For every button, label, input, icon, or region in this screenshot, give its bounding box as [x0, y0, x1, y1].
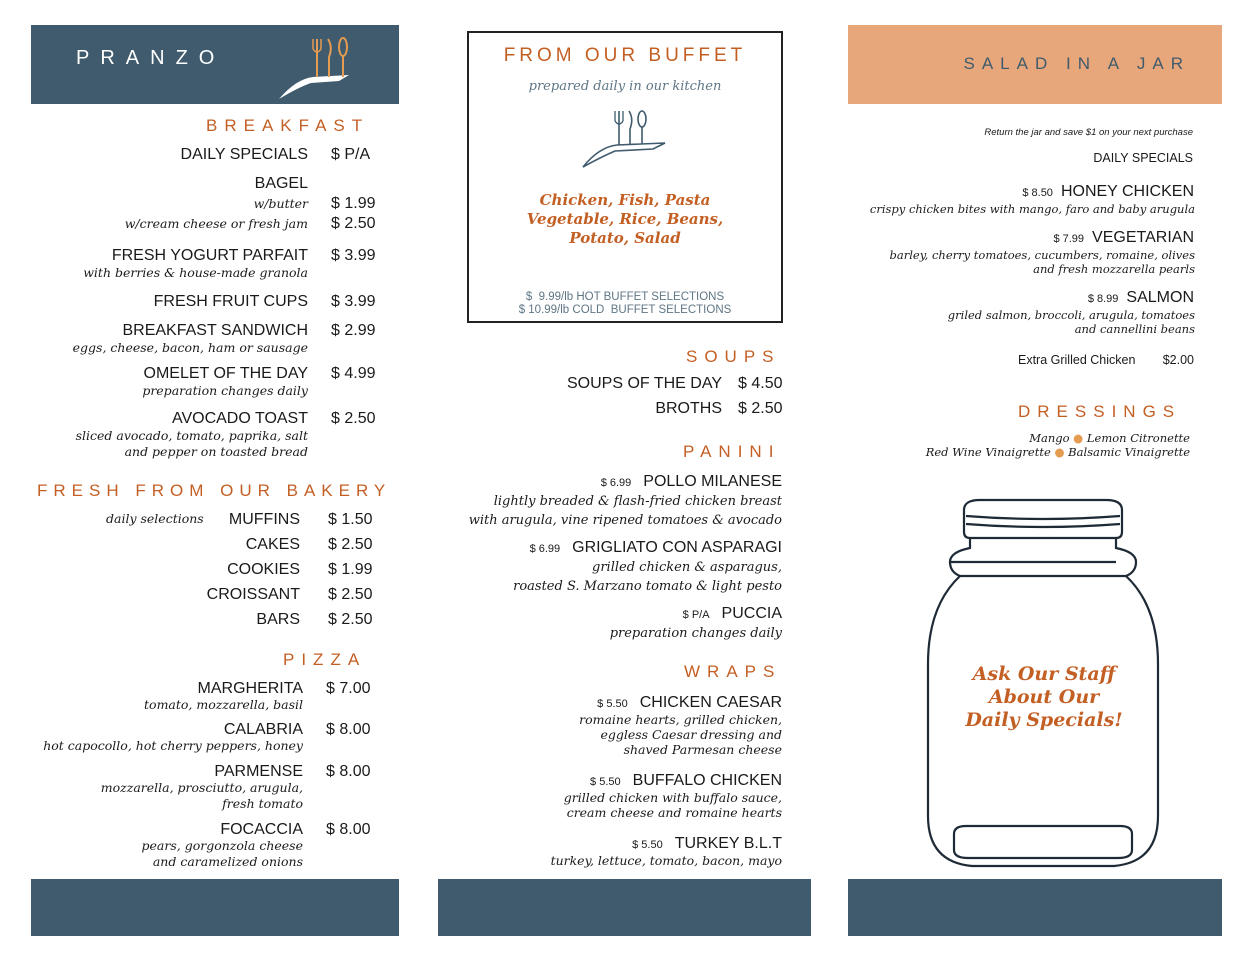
soup-item-name: SOUPS OF THE DAY — [567, 375, 722, 392]
pizza-item-price: $ 8.00 — [326, 763, 371, 780]
breakfast-item-price: $ 2.50 — [331, 410, 376, 427]
wrap-item-name: BUFFALO CHICKEN — [632, 772, 782, 789]
panini-item-description: grilled chicken & asparagus, — [592, 560, 782, 575]
bakery-item-price: $ 1.99 — [328, 561, 373, 578]
breakfast-item-price: $ 3.99 — [331, 293, 376, 310]
wrap-item-price: $ 5.50 — [632, 839, 663, 851]
breakfast-item-name: AVOCADO TOAST — [171, 410, 308, 427]
breakfast-item-price: $ 2.99 — [331, 322, 376, 339]
wrap-item-price: $ 5.50 — [590, 776, 621, 788]
dressings-title: DRESSINGS — [1018, 402, 1182, 421]
panini-item-description: with arugula, vine ripened tomatoes & avocado — [468, 513, 782, 528]
pizza-item-price: $ 8.00 — [326, 821, 371, 838]
salad-item-name: VEGETARIAN — [1092, 229, 1194, 246]
panini-item-name: POLLO MILANESE — [643, 473, 782, 490]
panini-title: PANINI — [683, 442, 781, 461]
bagel-option-butter: w/butter — [253, 196, 308, 211]
bakery-item-name: COOKIES — [227, 561, 300, 578]
breakfast-item-description: sliced avocado, tomato, paprika, salt — [75, 428, 308, 443]
panini-item-description: lightly breaded & flash-fried chicken breast — [493, 494, 782, 509]
wrap-item-row — [632, 835, 782, 853]
dressings-line-2 — [926, 445, 1190, 459]
salad-item-description: griled salmon, broccoli, arugula, tomatoes — [947, 308, 1195, 322]
salad-daily-specials: DAILY SPECIALS — [1093, 151, 1193, 165]
wrap-item-description: eggless Caesar dressing and — [600, 727, 782, 742]
buffet-line-3: Potato, Salad — [569, 229, 681, 247]
dressings-line-1 — [1029, 431, 1190, 445]
bakery-item-price: $ 1.50 — [328, 511, 373, 528]
bakery-title: FRESH FROM OUR BAKERY — [37, 481, 392, 500]
pizza-item-price: $ 7.00 — [326, 680, 371, 697]
pizza-item-description: pears, gorgonzola cheese — [141, 838, 303, 853]
salad-item-description: and cannellini beans — [1074, 322, 1195, 336]
wrap-item-name: TURKEY B.L.T — [674, 835, 782, 852]
bagel-name: BAGEL — [254, 175, 308, 192]
pizza-item-description: fresh tomato — [222, 796, 303, 811]
panini-item-description: preparation changes daily — [609, 626, 782, 641]
breakfast-item-description: eggs, cheese, bacon, ham or sausage — [72, 340, 308, 355]
salad-item-price: $ 8.50 — [1022, 187, 1053, 199]
jar-text-line-2: About Our — [988, 686, 1100, 708]
pizza-item-description: tomato, mozzarella, basil — [144, 697, 303, 712]
salad-item-row — [1053, 229, 1194, 247]
breakfast-item-description: and pepper on toasted bread — [124, 444, 308, 459]
buffet-utensils-icon — [579, 107, 671, 169]
salad-item-name: SALMON — [1126, 289, 1194, 306]
dressing-red-wine-vinaigrette: Red Wine Vinaigrette — [925, 445, 1051, 459]
bakery-item-price: $ 2.50 — [328, 536, 373, 553]
salad-item-name: HONEY CHICKEN — [1060, 183, 1194, 200]
footer-bar-middle — [438, 879, 811, 936]
soup-item-price: $ 2.50 — [738, 400, 783, 417]
pizza-item-description: mozzarella, prosciutto, arugula, — [100, 780, 303, 795]
buffet-title: FROM OUR BUFFET — [503, 45, 747, 66]
pizza-item-name: FOCACCIA — [220, 821, 303, 838]
buffet-line-2: Vegetable, Rice, Beans, — [526, 210, 724, 228]
breakfast-item-price: $ 4.99 — [331, 365, 376, 382]
pizza-item-price: $ 8.00 — [326, 721, 371, 738]
breakfast-item-description: with berries & house-made granola — [83, 265, 308, 280]
jar-text-line-1: Ask Our Staff — [972, 663, 1116, 685]
wrap-item-price: $ 5.50 — [597, 698, 628, 710]
breakfast-item-name: OMELET OF THE DAY — [143, 365, 308, 382]
dressing-separator-dot: ● — [1054, 445, 1065, 459]
bagel-butter-price: $ 1.99 — [331, 195, 376, 212]
jar-return-note: Return the jar and save $1 on your next purchase — [984, 127, 1193, 138]
footer-bar-left — [31, 879, 399, 936]
salad-item-price: $ 8.99 — [1087, 293, 1119, 305]
bakery-item-name: MUFFINS — [228, 511, 300, 528]
salad-item-row — [1022, 183, 1194, 201]
wrap-item-row — [590, 772, 782, 790]
salad-item-description: and fresh mozzarella pearls — [1033, 262, 1195, 276]
wraps-title: WRAPS — [684, 662, 782, 681]
jar-text-line-3: Daily Specials! — [965, 709, 1123, 731]
wrap-item-description: cream cheese and romaine hearts — [566, 805, 782, 820]
bakery-item-name: CAKES — [245, 536, 300, 553]
buffet-cold-price: $ 10.99/lb COLD BUFFET SELECTIONS — [518, 304, 732, 316]
pranzo-header-banner — [31, 25, 399, 104]
panini-item-price: $ 6.99 — [529, 543, 561, 555]
salad-item-price: $ 7.99 — [1053, 233, 1085, 245]
buffet-line-1: Chicken, Fish, Pasta — [539, 191, 711, 209]
panini-item-row — [530, 539, 782, 557]
salad-item-row — [1088, 289, 1194, 307]
buffet-subtitle: prepared daily in our kitchen — [528, 79, 722, 94]
panini-item-row — [601, 473, 782, 491]
bagel-option-cream-cheese: w/cream cheese or fresh jam — [124, 216, 308, 231]
bakery-item-name: BARS — [256, 611, 300, 628]
salad-title: SALAD IN A JAR — [963, 54, 1190, 73]
breakfast-title: BREAKFAST — [206, 116, 370, 135]
breakfast-daily-specials-price: $ P/A — [331, 146, 371, 163]
pizza-item-name: MARGHERITA — [197, 680, 303, 697]
bakery-item-price: $ 2.50 — [328, 586, 373, 603]
panini-item-row — [683, 605, 782, 623]
salad-item-description: crispy chicken bites with mango, faro and baby arugula — [869, 202, 1195, 216]
wrap-item-description: turkey, lettuce, tomato, bacon, mayo — [550, 853, 782, 868]
dressing-separator-dot: ● — [1073, 431, 1084, 445]
extra-chicken-name: Extra Grilled Chicken — [1018, 353, 1136, 367]
bakery-item-price: $ 2.50 — [328, 611, 373, 628]
footer-bar-right — [848, 879, 1222, 936]
pizza-item-description: hot capocollo, hot cherry peppers, honey — [43, 738, 303, 753]
wrap-item-description: shaved Parmesan cheese — [623, 742, 782, 757]
bakery-item-name: CROISSANT — [206, 586, 300, 603]
breakfast-item-name: BREAKFAST SANDWICH — [122, 322, 308, 339]
pizza-item-name: PARMENSE — [214, 763, 303, 780]
soup-item-name: BROTHS — [655, 400, 722, 417]
salad-header-banner — [848, 25, 1222, 104]
panini-item-description: roasted S. Marzano tomato & light pesto — [513, 579, 782, 594]
breakfast-item-name: FRESH FRUIT CUPS — [153, 293, 308, 310]
dressing-balsamic-vinaigrette: Balsamic Vinaigrette — [1068, 445, 1190, 459]
panini-item-name: PUCCIA — [721, 605, 782, 622]
extra-chicken-price: $2.00 — [1162, 353, 1194, 367]
dressing-lemon-citronette: Lemon Citronette — [1086, 431, 1190, 445]
buffet-hot-price: $ 9.99/lb HOT BUFFET SELECTIONS — [525, 291, 725, 303]
panini-item-name: GRIGLIATO CON ASPARAGI — [572, 539, 782, 556]
dressing-mango: Mango — [1029, 431, 1070, 445]
pizza-item-description: and caramelized onions — [152, 854, 303, 869]
panini-item-price: $ 6.99 — [600, 477, 632, 489]
salad-item-description: barley, cherry tomatoes, cucumbers, romaine, olives — [889, 248, 1195, 262]
soup-item-price: $ 4.50 — [738, 375, 783, 392]
buffet-box — [467, 31, 783, 323]
utensils-logo-icon — [271, 31, 371, 101]
soups-title: SOUPS — [686, 347, 781, 366]
breakfast-item-description: preparation changes daily — [142, 383, 308, 398]
bakery-note: daily selections — [106, 511, 204, 526]
breakfast-item-name: FRESH YOGURT PARFAIT — [111, 247, 308, 264]
wrap-item-row — [597, 694, 782, 712]
breakfast-daily-specials-name: DAILY SPECIALS — [180, 146, 308, 163]
breakfast-item-price: $ 3.99 — [331, 247, 376, 264]
wrap-item-description: grilled chicken with buffalo sauce, — [563, 790, 782, 805]
wrap-item-name: CHICKEN CAESAR — [639, 694, 782, 711]
pizza-title: PIZZA — [283, 650, 367, 669]
panini-item-price: $ P/A — [682, 609, 710, 621]
wrap-item-description: romaine hearts, grilled chicken, — [579, 712, 782, 727]
pizza-item-name: CALABRIA — [223, 721, 303, 738]
brand-name: PRANZO — [76, 47, 226, 69]
bagel-cream-cheese-price: $ 2.50 — [331, 215, 376, 232]
